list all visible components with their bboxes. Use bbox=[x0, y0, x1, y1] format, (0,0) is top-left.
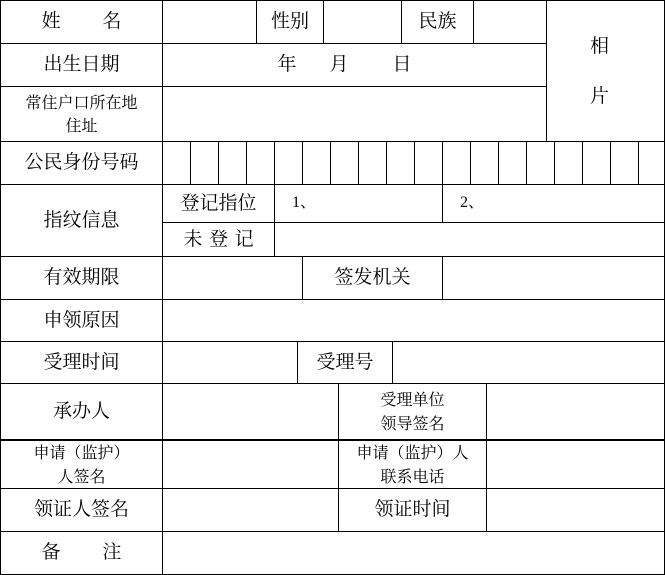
address-label-line-1: 常住户口所在地 bbox=[25, 92, 138, 112]
applicant-phone-label-line-1: 申请（监护）人 bbox=[356, 443, 469, 463]
id-digit-divider bbox=[526, 141, 527, 184]
id-digit-divider bbox=[190, 141, 191, 184]
fingerprint-registered-label: 登记指位 bbox=[180, 191, 257, 214]
acceptance-time-label: 受理时间 bbox=[43, 350, 120, 373]
cell-divider bbox=[442, 184, 443, 222]
acceptance-number-field[interactable] bbox=[393, 342, 664, 383]
handler-field[interactable] bbox=[163, 384, 338, 439]
validity-field[interactable] bbox=[163, 257, 302, 299]
finger-position-2[interactable]: 2、 bbox=[460, 194, 485, 212]
id-digit-divider bbox=[638, 141, 639, 184]
id-digit-divider bbox=[274, 141, 275, 184]
application-reason-field[interactable] bbox=[163, 300, 664, 341]
id-digit-divider bbox=[246, 141, 247, 184]
collector-signature-label: 领证人签名 bbox=[33, 498, 129, 521]
applicant-signature-label bbox=[1, 441, 162, 488]
id-digit-divider bbox=[302, 141, 303, 184]
address-label bbox=[1, 87, 162, 141]
remarks-field[interactable] bbox=[163, 532, 664, 574]
collection-time-label: 领证时间 bbox=[374, 498, 451, 521]
collector-signature-field[interactable] bbox=[163, 489, 338, 531]
fingerprint-unregistered-label: 未登记 bbox=[183, 227, 261, 250]
id-digit-divider bbox=[442, 141, 443, 184]
birth-month-label: 月 bbox=[329, 53, 349, 76]
cell-divider bbox=[274, 184, 275, 256]
issuing-authority-label: 签发机关 bbox=[334, 266, 411, 289]
acceptance-time-field[interactable] bbox=[163, 342, 297, 383]
id-digit-divider bbox=[610, 141, 611, 184]
unit-leader-signature-field[interactable] bbox=[487, 384, 664, 439]
applicant-phone-field[interactable] bbox=[487, 441, 664, 488]
id-digit-divider bbox=[414, 141, 415, 184]
birth-year-label: 年 bbox=[277, 53, 297, 76]
applicant-phone-label bbox=[339, 441, 486, 488]
collection-time-field[interactable] bbox=[487, 489, 664, 531]
name-label: 姓 名 bbox=[41, 10, 133, 33]
unit-leader-signature-label bbox=[339, 384, 486, 439]
id-digit-divider bbox=[470, 141, 471, 184]
applicant-signature-field[interactable] bbox=[163, 441, 338, 488]
name-field[interactable] bbox=[163, 1, 256, 43]
id-digit-divider bbox=[358, 141, 359, 184]
unit-leader-label-line-1: 受理单位 bbox=[380, 390, 445, 410]
application-reason-label: 申领原因 bbox=[43, 308, 120, 331]
photo-label-top: 相 bbox=[589, 35, 609, 58]
unit-leader-label-line-2: 领导签名 bbox=[380, 413, 445, 433]
id-digit-divider bbox=[218, 141, 219, 184]
id-digit-divider bbox=[330, 141, 331, 184]
finger-position-1[interactable]: 1、 bbox=[292, 194, 317, 212]
photo-box[interactable] bbox=[547, 1, 664, 141]
remarks-label: 备 注 bbox=[41, 541, 133, 564]
acceptance-number-label: 受理号 bbox=[316, 350, 374, 373]
address-label-line-2: 住址 bbox=[65, 116, 98, 135]
gender-label: 性别 bbox=[270, 10, 309, 33]
birth-date-label: 出生日期 bbox=[43, 53, 120, 76]
id-number-label: 公民身份号码 bbox=[24, 151, 139, 174]
id-digit-divider bbox=[554, 141, 555, 184]
id-digit-divider bbox=[498, 141, 499, 184]
photo-label-bottom: 片 bbox=[589, 85, 609, 108]
id-digit-divider bbox=[386, 141, 387, 184]
id-digit-divider bbox=[582, 141, 583, 184]
ethnicity-field[interactable] bbox=[474, 1, 546, 43]
fingerprint-label: 指纹信息 bbox=[43, 208, 120, 231]
handler-label: 承办人 bbox=[52, 399, 110, 422]
gender-field[interactable] bbox=[324, 1, 401, 43]
address-field[interactable] bbox=[163, 87, 546, 141]
issuing-authority-field[interactable] bbox=[443, 257, 664, 299]
applicant-signature-label-line-1: 申请（监护） bbox=[33, 443, 130, 463]
ethnicity-label: 民族 bbox=[418, 10, 457, 33]
applicant-signature-label-line-2: 人签名 bbox=[57, 466, 106, 486]
applicant-phone-label-line-2: 联系电话 bbox=[380, 466, 445, 486]
birth-day-label: 日 bbox=[392, 53, 412, 76]
validity-label: 有效期限 bbox=[43, 266, 120, 289]
